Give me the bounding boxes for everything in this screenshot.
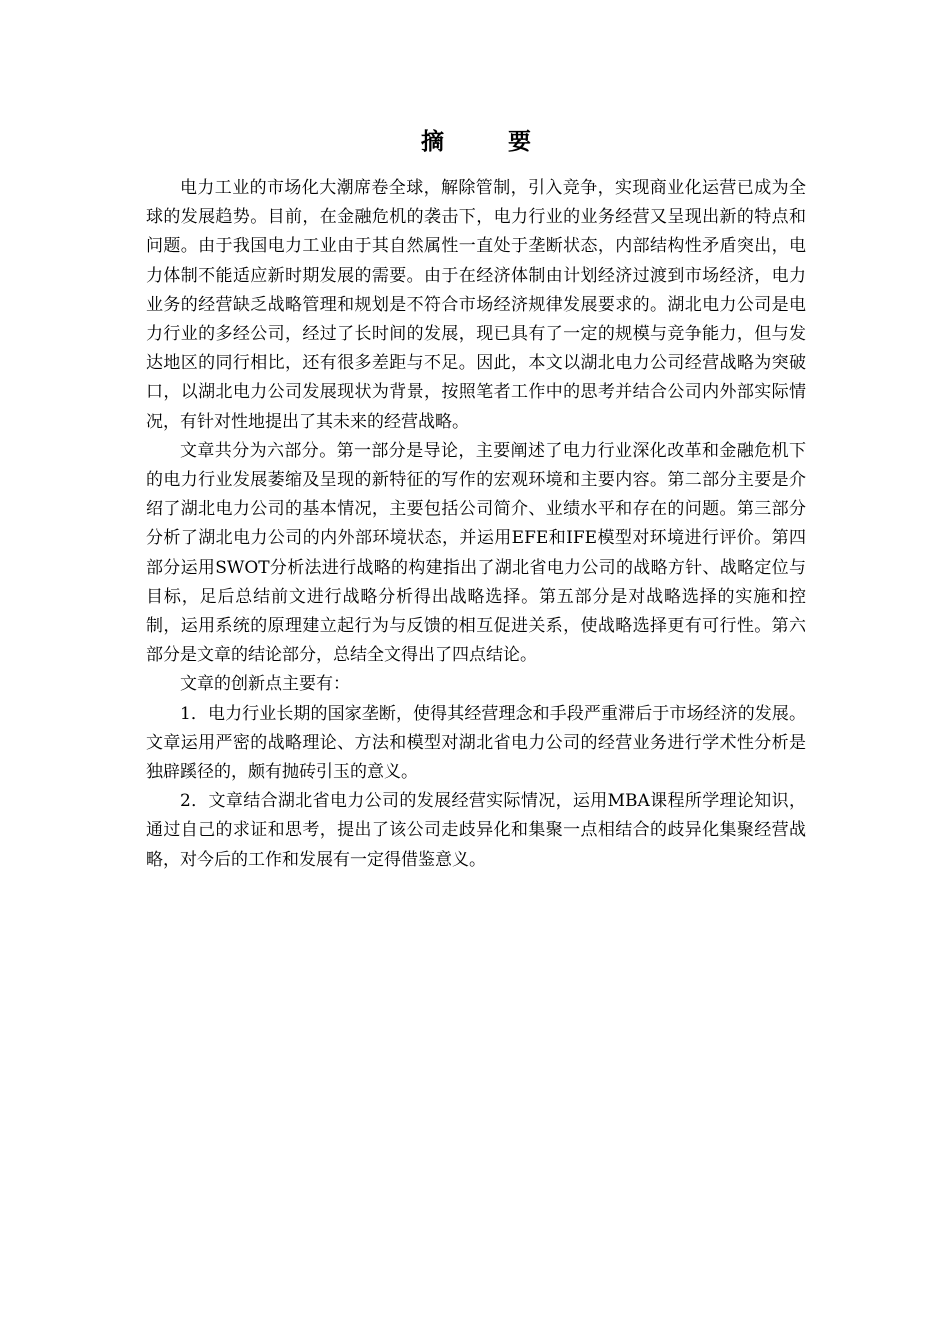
abstract-title: 摘 要 [420,129,559,155]
innovation-point-1: 1．电力行业长期的国家垄断，使得其经营理念和手段严重滞后于市场经济的发展。文章运用严密的战略理论、方法和模型对湖北省电力公司的经营业务进行学术性分析是独辟蹊径的，颇有抛砖引玉的意义。 [146,703,806,783]
abstract-paragraph-2: 文章共分为六部分。第一部分是导论，主要阐述了电力行业深化改革和金融危机下的电力行业发展萎缩及呈现的新特征的写作的宏观环境和主要内容。第二部分主要是介绍了湖北电力公司的基本情况，主要包括公司简介、业绩水平和存在的问题。第三部分分析了湖北电力公司的内外部环境状态，并运用EFE和IFE模型对环境进行评价。第四部分运用SWOT分析法进行战略的构建指出了湖北省电力公司的战略方针、战略定位与目标，足后总结前文进行战略分析得出战略选择。第五部分是对战略选择的实施和控制，运用系统的原理建立起行为与反馈的相互促进关系，使战略选择更有可行性。第六部分是文章的结论部分，总结全文得出了四点结论。 [146,440,806,666]
innovation-point-2: 2．文章结合湖北省电力公司的发展经营实际情况，运用MBA课程所学理论知识，通过自己的求证和思考，提出了该公司走歧异化和集聚一点相结合的歧异化集聚经营战略，对今后的工作和发展有一定得借鉴意义。 [146,791,806,870]
innovation-heading: 文章的创新点主要有： [180,674,350,695]
abstract-paragraph-1: 电力工业的市场化大潮席卷全球，解除管制，引入竞争，实现商业化运营已成为全球的发展趋势。目前，在金融危机的袭击下，电力行业的业务经营又呈现出新的特点和问题。由于我国电力工业由于其自然属性一直处于垄断状态，内部结构性矛盾突出，电力体制不能适应新时期发展的需要。由于在经济体制由计划经济过渡到市场经济，电力业务的经营缺乏战略管理和规划是不符合市场经济规律发展要求的。湖北电力公司是电力行业的多经公司，经过了长时间的发展，现已具有了一定的规模与竞争能力，但与发达地区的同行相比，还有很多差距与不足。因此，本文以湖北电力公司经营战略为突破口，以湖北电力公司发展现状为背景，按照笔者工作中的思考并结合公司内外部实际情况，有针对性地提出了其未来的经营战略。 [146,178,806,432]
document-page [146,124,806,875]
